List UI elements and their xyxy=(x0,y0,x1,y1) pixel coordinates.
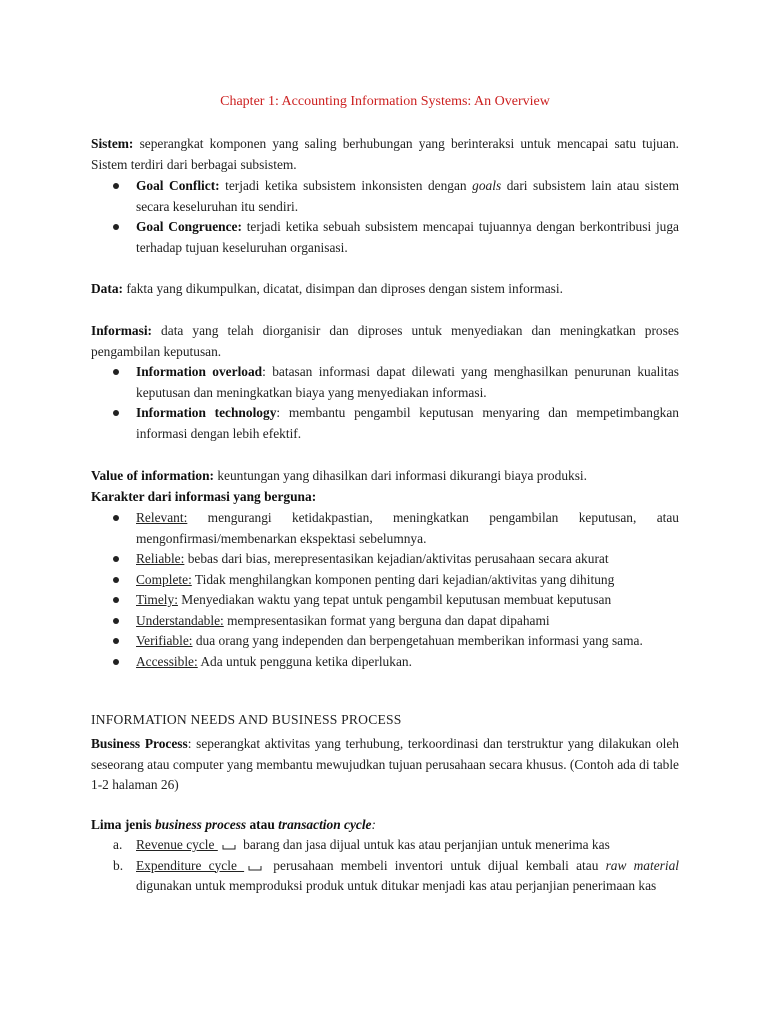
bullet-icon xyxy=(113,410,119,416)
list-item: Understandable: mempresentasikan format yang berguna dan dapat dipahami xyxy=(91,611,679,632)
list-item: Relevant: mengurangi ketidakpastian, meningkatkan pengambilan keputusan, atau mengonfirmasi/membenarkan ekspektasi sebelumnya. xyxy=(91,508,679,549)
bullet-icon xyxy=(113,638,119,644)
arrow-icon xyxy=(248,862,262,872)
bullet-icon xyxy=(113,515,119,521)
list-item: Goal Congruence: terjadi ketika sebuah subsistem mencapai tujuannya dengan berkontribusi juga terhadap tujuan keseluruhan organisasi. xyxy=(91,217,679,258)
bullet-icon xyxy=(113,556,119,562)
list-marker: a. xyxy=(113,837,123,852)
section-heading: INFORMATION NEEDS AND BUSINESS PROCESS xyxy=(91,712,402,727)
business-process-definition: Business Process: seperangkat aktivitas yang terhubung, terkoordinasi dan terstruktur yang dilakukan oleh seseorang atau computer yang membantu mewujudkan tujuan perusahaan secara khusus. (Contoh ada di table 1-2 halaman 26) xyxy=(91,736,679,792)
list-item: b. Expenditure cycle perusahaan membeli inventori untuk dijual kembali atau raw material digunakan untuk memproduksi produk untuk ditukar menjadi kas atau perjanjian penerimaan kas xyxy=(113,857,680,893)
informasi-definition: Informasi: data yang telah diorganisir dan diproses untuk menyediakan dan meningkatkan proses pengambilan keputusan. xyxy=(91,323,679,359)
bullet-icon xyxy=(113,597,119,603)
list-item: Reliable: bebas dari bias, merepresentasikan kejadian/aktivitas perusahaan secara akurat xyxy=(91,549,679,570)
data-definition: Data: fakta yang dikumpulkan, dicatat, disimpan dan diproses dengan sistem informasi. xyxy=(91,281,563,296)
karakter-list xyxy=(91,508,679,672)
karakter-heading: Karakter dari informasi yang berguna: xyxy=(91,489,317,504)
arrow-icon xyxy=(222,841,236,851)
lima-jenis-heading: Lima jenis business process atau transaction cycle: xyxy=(91,817,376,832)
sistem-term: Sistem: xyxy=(91,136,134,151)
page-title: Chapter 1: Accounting Information Systems: An Overview xyxy=(220,94,550,109)
sistem-def: seperangkat komponen yang saling berhubungan yang berinteraksi untuk mencapai satu tujuan. Sistem terdiri dari berbagai subsistem. xyxy=(91,136,679,172)
list-item: Information overload: batasan informasi dapat dilewati yang menghasilkan penurunan kualitas keputusan dan meningkatkan biaya yang menyediakan informasi. xyxy=(91,362,679,403)
list-item: Verifiable: dua orang yang independen dan berpengetahuan memberikan informasi yang sama. xyxy=(91,631,679,652)
bullet-icon xyxy=(113,183,119,189)
bullet-icon xyxy=(113,659,119,665)
value-definition: Value of information: keuntungan yang dihasilkan dari informasi dikurangi biaya produksi. xyxy=(91,468,587,483)
bullet-icon xyxy=(113,224,119,230)
list-marker: b. xyxy=(113,857,124,873)
list-item: Goal Conflict: terjadi ketika subsistem inkonsisten dengan goals dari subsistem lain atau sistem secara keseluruhan itu sendiri. xyxy=(91,176,679,217)
informasi-list xyxy=(91,362,679,444)
list-item: Timely: Menyediakan waktu yang tepat untuk pengambil keputusan membuat keputusan xyxy=(91,590,679,611)
sistem-definition xyxy=(91,134,679,175)
sistem-list xyxy=(91,176,679,258)
list-item: Information technology: membantu pengambil keputusan menyaring dan mempetimbangkan informasi dengan lebih efektif. xyxy=(91,403,679,444)
list-item: Complete: Tidak menghilangkan komponen penting dari kejadian/aktivitas yang dihitung xyxy=(91,570,679,591)
bullet-icon xyxy=(113,618,119,624)
bullet-icon xyxy=(113,577,119,583)
list-item: Accessible: Ada untuk pengguna ketika diperlukan. xyxy=(91,652,679,673)
list-item: a. Revenue cycle barang dan jasa dijual untuk kas atau perjanjian untuk menerima kas xyxy=(91,835,679,856)
cycle-list xyxy=(91,835,679,897)
bullet-icon xyxy=(113,369,119,375)
